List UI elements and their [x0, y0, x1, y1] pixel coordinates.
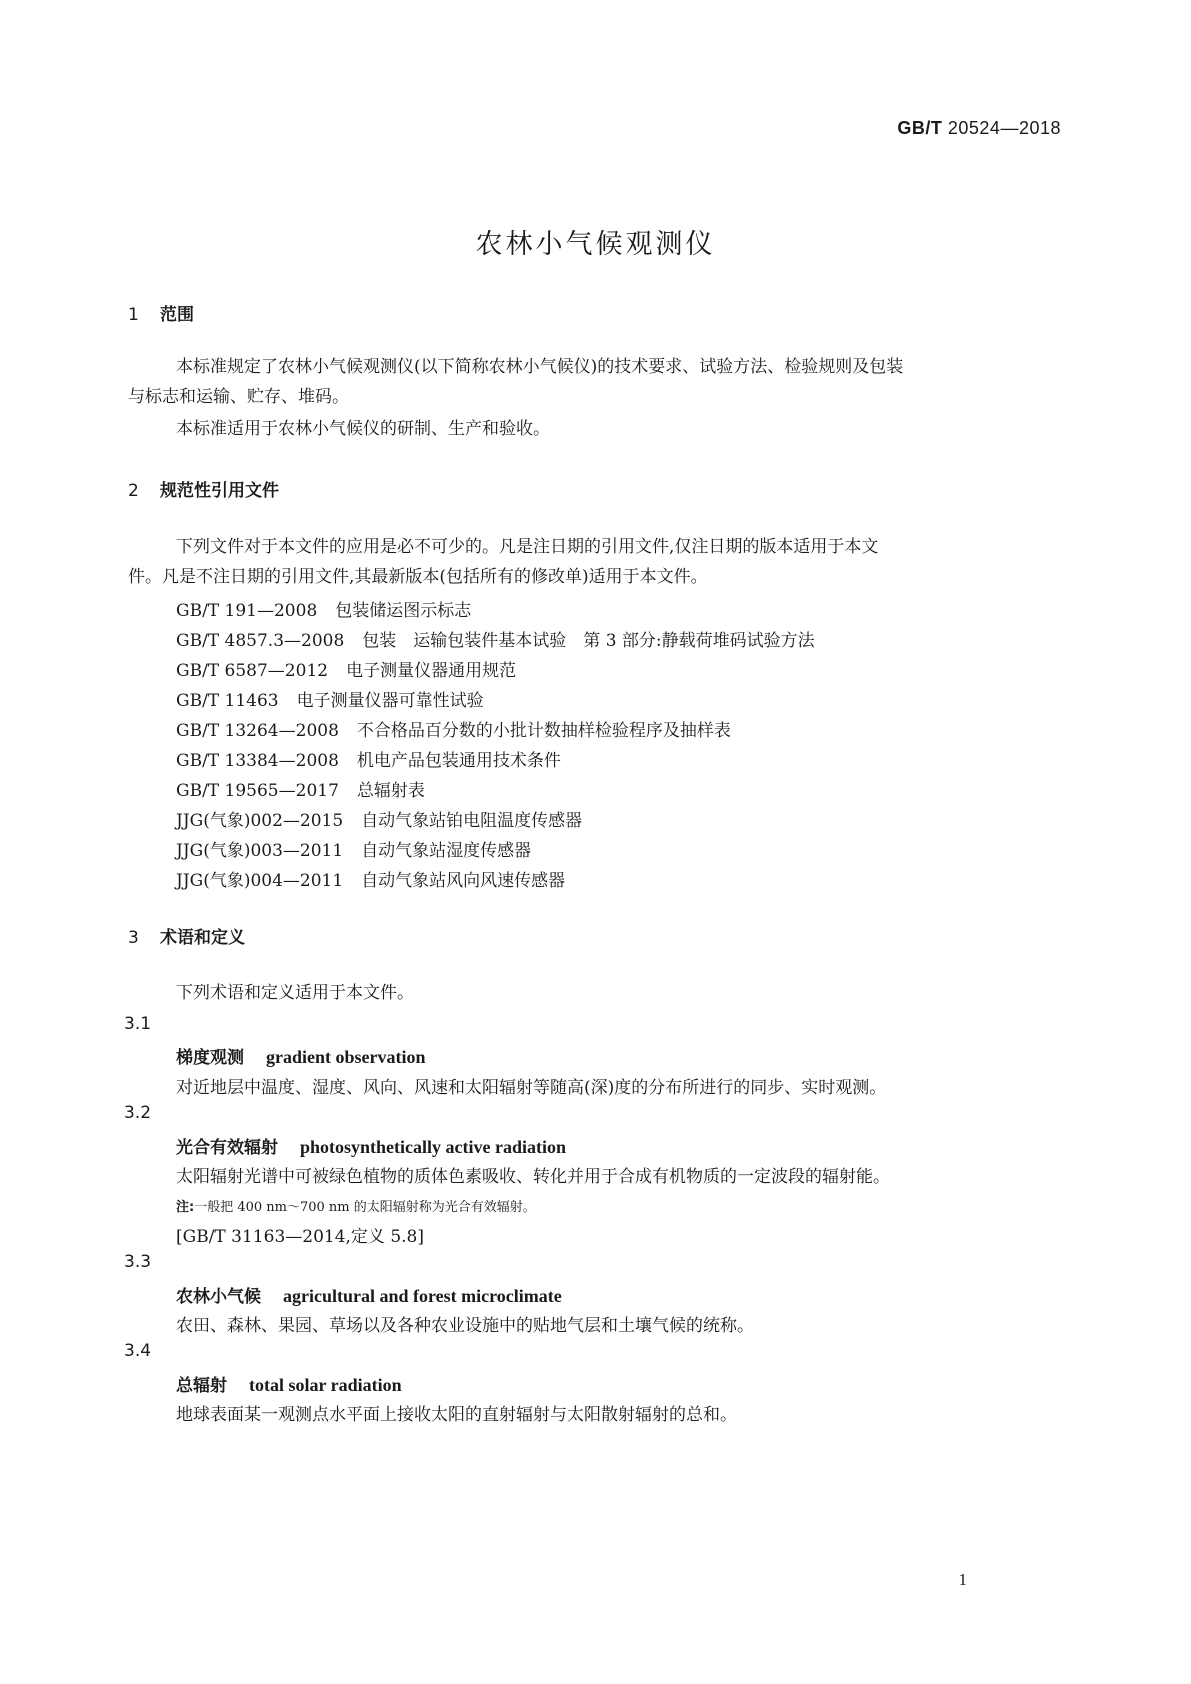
- term-source: [GB/T 31163—2014,定义 5.8]: [176, 1227, 424, 1247]
- section-title: 术语和定义: [160, 928, 245, 948]
- reference-title: 电子测量仪器通用规范: [346, 661, 517, 681]
- reference-title: 电子测量仪器可靠性试验: [296, 691, 484, 711]
- normative-intro-line: 下列文件对于本文件的应用是必不可少的。凡是注日期的引用文件,仅注日期的版本适用于本文: [176, 537, 879, 557]
- reference-code: GB/T 19565—2017: [176, 781, 339, 801]
- section-title: 范围: [160, 305, 194, 325]
- term-name-en: agricultural and forest microclimate: [283, 1286, 562, 1306]
- term-definition: 农田、森林、果园、草场以及各种农业设施中的贴地气层和土壤气候的统称。: [176, 1316, 754, 1336]
- reference-item: [176, 836, 531, 861]
- term-definition: 太阳辐射光谱中可被绿色植物的质体色素吸收、转化并用于合成有机物质的一定波段的辐射能。: [176, 1167, 890, 1187]
- reference-item: [176, 776, 425, 801]
- section-heading-normative: [128, 476, 279, 501]
- scope-paragraph-line: 本标准规定了农林小气候观测仪(以下简称农林小气候仪)的技术要求、试验方法、检验规则及包装: [176, 357, 904, 377]
- term-number: 3.2: [124, 1103, 152, 1123]
- section-title: 规范性引用文件: [160, 481, 279, 501]
- reference-code: GB/T 11463: [176, 691, 279, 711]
- standard-code: [897, 118, 1061, 139]
- term-definition: 对近地层中温度、湿度、风向、风速和太阳辐射等随高(深)度的分布所进行的同步、实时观测。: [176, 1078, 887, 1098]
- reference-code: JJG(气象)002—2015: [176, 811, 344, 831]
- reference-code: GB/T 6587—2012: [176, 661, 329, 681]
- reference-item: [176, 626, 815, 651]
- reference-code: GB/T 4857.3—2008: [176, 631, 345, 651]
- term-number: 3.4: [124, 1341, 152, 1361]
- reference-item: [176, 806, 582, 831]
- reference-title: 不合格品百分数的小批计数抽样检验程序及抽样表: [356, 721, 731, 741]
- reference-item: [176, 866, 565, 891]
- reference-item: [176, 746, 561, 771]
- term-entry: [176, 1371, 402, 1396]
- page-number: 1: [958, 1570, 967, 1589]
- term-entry: [176, 1043, 426, 1068]
- standard-code-number: 20524—2018: [947, 118, 1061, 138]
- term-name-en: gradient observation: [266, 1047, 426, 1067]
- term-number: 3.1: [124, 1014, 152, 1034]
- term-entry: [176, 1282, 562, 1307]
- reference-code: JJG(气象)004—2011: [176, 871, 344, 891]
- reference-code: JJG(气象)003—2011: [176, 841, 344, 861]
- reference-title: 自动气象站湿度传感器: [361, 841, 532, 861]
- term-name-en: total solar radiation: [249, 1375, 402, 1395]
- term-name-zh: 农林小气候: [176, 1287, 261, 1307]
- note-label: 注:: [176, 1200, 195, 1215]
- term-name-en: photosynthetically active radiation: [300, 1137, 566, 1157]
- term-entry: [176, 1133, 566, 1158]
- term-definition: 地球表面某一观测点水平面上接收太阳的直射辐射与太阳散射辐射的总和。: [176, 1405, 737, 1425]
- section-number: 3: [128, 928, 139, 948]
- term-name-zh: 光合有效辐射: [176, 1138, 278, 1158]
- note-text: 一般把 400 nm～700 nm 的太阳辐射称为光合有效辐射。: [194, 1200, 536, 1215]
- term-name-zh: 总辐射: [176, 1376, 227, 1396]
- reference-code: GB/T 13264—2008: [176, 721, 339, 741]
- reference-title: 自动气象站铂电阻温度传感器: [361, 811, 583, 831]
- reference-title: 机电产品包装通用技术条件: [356, 751, 561, 771]
- standard-code-prefix: GB/T: [897, 118, 943, 138]
- reference-title: 包装 运输包装件基本试验 第 3 部分:静载荷堆码试验方法: [362, 631, 815, 651]
- reference-title: 总辐射表: [356, 781, 425, 801]
- reference-item: [176, 686, 484, 711]
- term-name-zh: 梯度观测: [176, 1048, 244, 1068]
- scope-paragraph: 本标准适用于农林小气候仪的研制、生产和验收。: [176, 419, 550, 439]
- section-number: 1: [128, 305, 139, 325]
- reference-code: GB/T 191—2008: [176, 601, 318, 621]
- term-note: [176, 1196, 536, 1215]
- reference-title: 包装储运图示标志: [335, 601, 472, 621]
- section-number: 2: [128, 481, 139, 501]
- reference-item: [176, 656, 516, 681]
- section-heading-scope: [128, 300, 194, 325]
- reference-item: [176, 716, 731, 741]
- reference-code: GB/T 13384—2008: [176, 751, 339, 771]
- normative-intro-line: 件。凡是不注日期的引用文件,其最新版本(包括所有的修改单)适用于本文件。: [128, 567, 708, 587]
- terms-intro: 下列术语和定义适用于本文件。: [176, 983, 414, 1003]
- scope-paragraph-line: 与标志和运输、贮存、堆码。: [128, 387, 349, 407]
- reference-item: [176, 596, 471, 621]
- section-heading-terms: [128, 923, 245, 948]
- reference-title: 自动气象站风向风速传感器: [361, 871, 566, 891]
- term-number: 3.3: [124, 1252, 152, 1272]
- document-title: 农林小气候观测仪: [475, 229, 716, 260]
